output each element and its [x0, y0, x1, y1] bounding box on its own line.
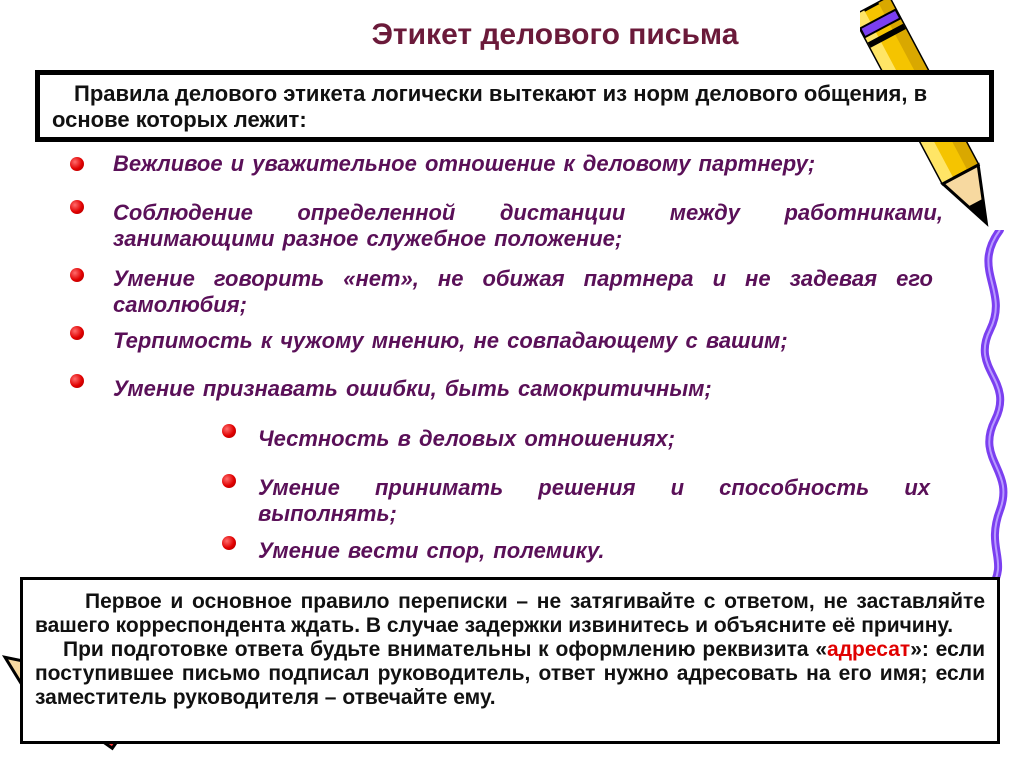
bullet-item: Вежливое и уважительное отношение к деловому партнеру;	[113, 151, 816, 176]
bullet-dot-icon	[222, 474, 236, 488]
intro-box	[35, 70, 994, 142]
rules-paragraph	[35, 638, 985, 710]
bullet-dot-icon	[70, 200, 84, 214]
bullet-dot-icon	[70, 268, 84, 282]
bullet-item: Умение принимать решения и способность их выполнять;	[258, 475, 930, 526]
bullet-item: Умение признавать ошибки, быть самокритичным;	[113, 376, 712, 401]
bullet-dot-icon	[222, 424, 236, 438]
addressee-highlight: адресат	[827, 638, 911, 661]
rules-text-2b: »: если поступившее письмо подписал руководитель, ответ нужно адресовать на его имя; если заместитель руководителя – отвечайте ему.	[35, 638, 985, 709]
bullet-item: Умение вести спор, полемику.	[258, 538, 605, 563]
bullet-item: Терпимость к чужому мнению, не совпадающему с вашим;	[113, 328, 788, 353]
rules-box	[20, 577, 1000, 744]
ribbon-decoration	[960, 230, 1024, 590]
rules-text-1: Первое и основное правило переписки – не затягивайте с ответом, не заставляйте вашего корреспондента ждать. В случае задержки извинитесь и объясните её причину.	[35, 590, 985, 637]
rules-text-2a: При подготовке ответа будьте внимательны к оформлению реквизита «	[63, 638, 828, 661]
page-title: Этикет делового письма	[371, 18, 739, 51]
bullet-dot-icon	[70, 374, 84, 388]
bullet-dot-icon	[70, 157, 84, 171]
bullet-dot-icon	[70, 326, 84, 340]
bullet-item: Соблюдение определенной дистанции между работниками, занимающими разное служебное положение;	[113, 200, 943, 251]
bullet-item: Умение говорить «нет», не обижая партнера и не задевая его самолюбия;	[113, 266, 933, 317]
intro-text: Правила делового этикета логически вытекают из норм делового общения, в основе которых лежит:	[52, 81, 928, 132]
bullet-item: Честность в деловых отношениях;	[258, 426, 676, 451]
rules-paragraph	[35, 590, 985, 638]
bullet-dot-icon	[222, 536, 236, 550]
